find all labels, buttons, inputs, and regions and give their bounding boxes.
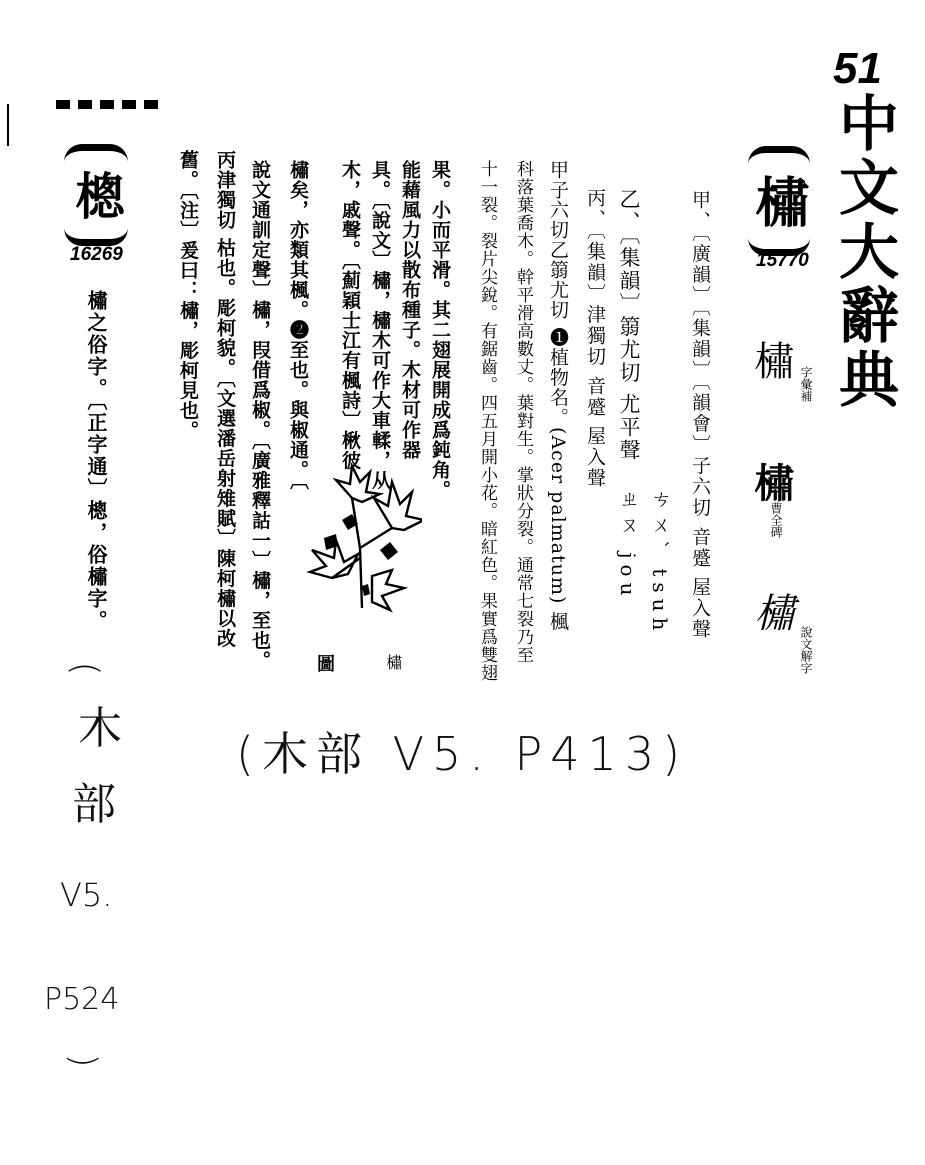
handwritten-side-2: 部 bbox=[72, 779, 116, 830]
definition-line-1: 甲子六切乙篛尤切 ❶植物名。(Acer palmatum) 楓 bbox=[547, 160, 569, 632]
definition-line-5: 能藉風力以散布種子。木材可作器 bbox=[399, 160, 421, 460]
definition-line-3: 十一裂。裂片尖銳。有鋸齒。四五月開小花。暗紅色。果實爲雙翅 bbox=[477, 160, 497, 682]
book-title: 中文大辭典 bbox=[829, 92, 899, 412]
reading-jia: 甲、〔廣韻〕〔集韻〕〔韻會〕子六切 音蹙 屋入聲 bbox=[689, 190, 711, 640]
entry-2-definition: 橚之俗字。〔正字通〕樬，俗橚字。 bbox=[84, 290, 108, 632]
definition-line-10: 丙津獨切 枯也。彫柯貌。〔文選潘岳射雉賦〕陳柯橚以改 bbox=[214, 150, 236, 649]
scan-mark-top bbox=[56, 100, 164, 109]
variant-forms bbox=[746, 330, 816, 690]
variant-note-3: 說文解字 bbox=[799, 626, 813, 674]
definition-line-9: 說文通訓定聲〕橚，叚借爲椒。〔廣雅釋詁一〕橚，至也。 bbox=[249, 160, 271, 671]
variant-form-1: 橚 bbox=[754, 339, 794, 385]
reading-jia-rhyme: ㄘㄨˋ tsuh bbox=[648, 488, 672, 637]
reading-yi: 乙、〔集韻〕篛尤切 尤平聲 bbox=[617, 188, 641, 463]
figure-caption: 圖 bbox=[317, 654, 335, 675]
variant-note-2: 曹全碑 bbox=[769, 502, 783, 538]
handwritten-side-1: 木 bbox=[78, 703, 122, 754]
definition-line-8: 橚矣，亦類其楓。❷至也。與椒通。〔 bbox=[287, 160, 309, 491]
figure-caption-mark: 橚 bbox=[386, 653, 403, 672]
variant-form-3: 橚 bbox=[754, 591, 794, 637]
definition-line-11: 舊。〔注〕爰曰：橚，彫柯見也。 bbox=[177, 150, 199, 441]
reading-yi-rhyme: ㄓㄡ jou bbox=[616, 488, 640, 602]
entry-number-2: 16269 bbox=[70, 244, 123, 265]
scan-mark-line bbox=[7, 104, 9, 146]
definition-line-7: 木，戚聲。〔薊穎士江有楓詩〕楸彼 bbox=[339, 160, 361, 471]
definition-line-4: 果。小而平滑。其二翅展開成爲鈍角。 bbox=[429, 160, 451, 500]
reading-bing: 丙、〔集韻〕津獨切 音蹙 屋入聲 bbox=[584, 188, 606, 489]
entry-number-1: 15770 bbox=[756, 250, 809, 271]
variant-note-1: 字彙補 bbox=[799, 366, 813, 402]
headword-box-2 bbox=[64, 144, 128, 246]
plant-illustration bbox=[302, 458, 422, 628]
maple-leaf-drawing bbox=[302, 458, 422, 628]
variant-form-2: 橚 bbox=[754, 460, 794, 507]
handwritten-side-open: ( bbox=[64, 661, 106, 676]
definition-line-6: 具。〔說文〕橚，橚木可作大車輮，从 bbox=[369, 160, 391, 491]
handwritten-side-close: ) bbox=[62, 1053, 104, 1068]
page-number: 51 bbox=[833, 44, 882, 93]
headword-box-1 bbox=[748, 146, 810, 256]
handwritten-side-3: V5. bbox=[60, 876, 113, 914]
handwritten-reference: (木部 V5. P413) bbox=[236, 727, 689, 781]
definition-line-2: 科落葉喬木。幹平滑高數丈。葉對生。掌狀分裂。通常七裂乃至 bbox=[513, 160, 533, 664]
handwritten-side-4: P524 bbox=[44, 982, 120, 1017]
headword-2: 樬 bbox=[67, 170, 126, 220]
headword-1: 橚 bbox=[746, 174, 811, 228]
